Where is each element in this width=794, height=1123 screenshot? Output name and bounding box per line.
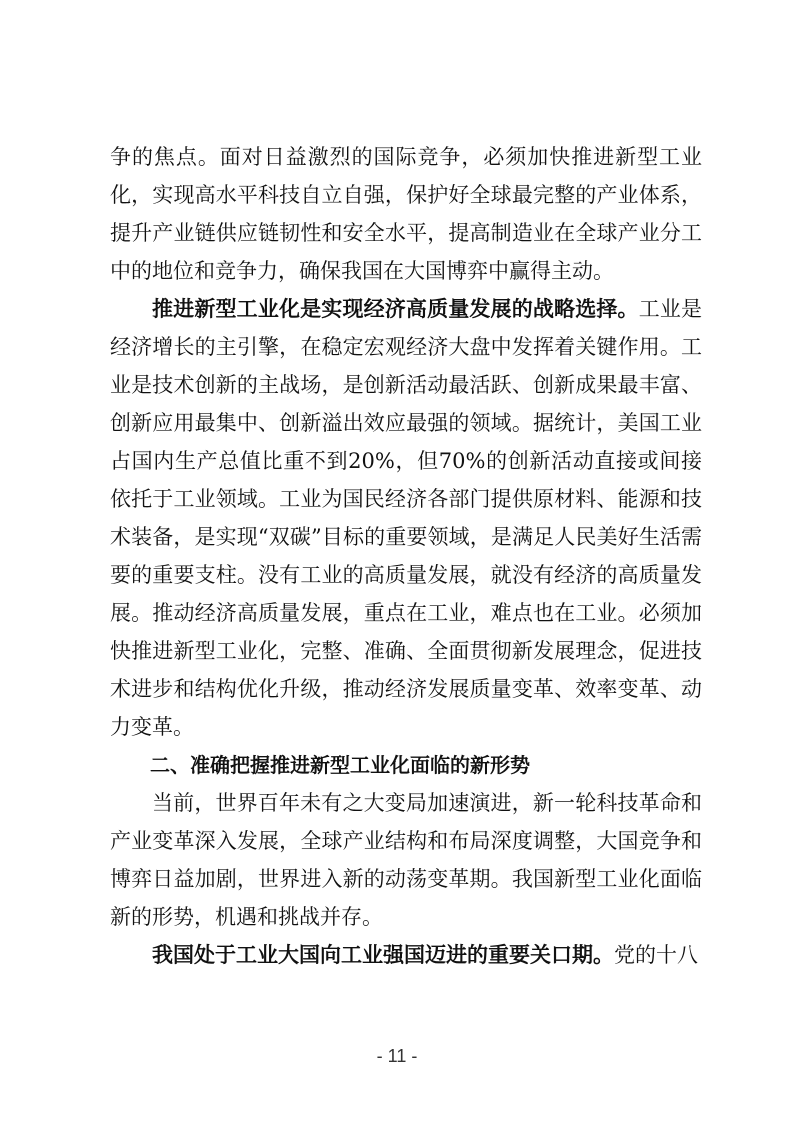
paragraph-3: [110, 784, 702, 936]
paragraph-2-text: 工业是经济增长的主引擎，在稳定宏观经济大盘中发挥着关键作用。工业是技术创新的主战场，是创新活动最活跃、创新成果最丰富、创新应用最集中、创新溢出效应最强的领域。据统计，美国工业占国内生产总值比重不到20%，但70%的创新活动直接或间接依托于工业领域。工业为国民经济各部门提供原材料、能源和技术装备，是实现“双碳”目标的重要领域，是满足人民美好生活需要的重要支柱。没有工业的高质量发展，就没有经济的高质量发展。推动经济高质量发展，重点在工业，难点也在工业。必须加快推进新型工业化，完整、准确、全面贯彻新发展理念，促进技术进步和结构优化升级，推动经济发展质量变革、效率变革、动力变革。: [110, 297, 703, 739]
paragraph-3-text: 当前，世界百年未有之大变局加速演进，新一轮科技革命和产业变革深入发展，全球产业结构和布局深度调整，大国竞争和博弈日益加剧，世界进入新的动荡变革期。我国新型工业化面临新的形势，机遇和挑战并存。: [110, 791, 702, 929]
paragraph-2: [110, 290, 702, 746]
paragraph-2-lead: 推进新型工业化是实现经济高质量发展的战略选择。: [152, 296, 639, 321]
paragraph-4-lead: 我国处于工业大国向工业强国迈进的重要关口期。: [152, 942, 614, 967]
paragraph-4-text: 党的十八: [614, 943, 698, 967]
paragraph-1: [110, 138, 702, 290]
paragraph-1-text: 争的焦点。面对日益激烈的国际竞争，必须加快推进新型工业化，实现高水平科技自立自强，保护好全球最完整的产业体系，提升产业链供应链韧性和安全水平，提高制造业在全球产业分工中的地位和竞争力，确保我国在大国博弈中赢得主动。: [110, 145, 702, 283]
body-text: [110, 138, 702, 974]
section-heading: [110, 746, 702, 784]
paragraph-4: [110, 936, 702, 974]
section-heading-text: 二、准确把握推进新型工业化面临的新形势: [150, 753, 530, 777]
page-number: - 11 -: [376, 1046, 418, 1066]
